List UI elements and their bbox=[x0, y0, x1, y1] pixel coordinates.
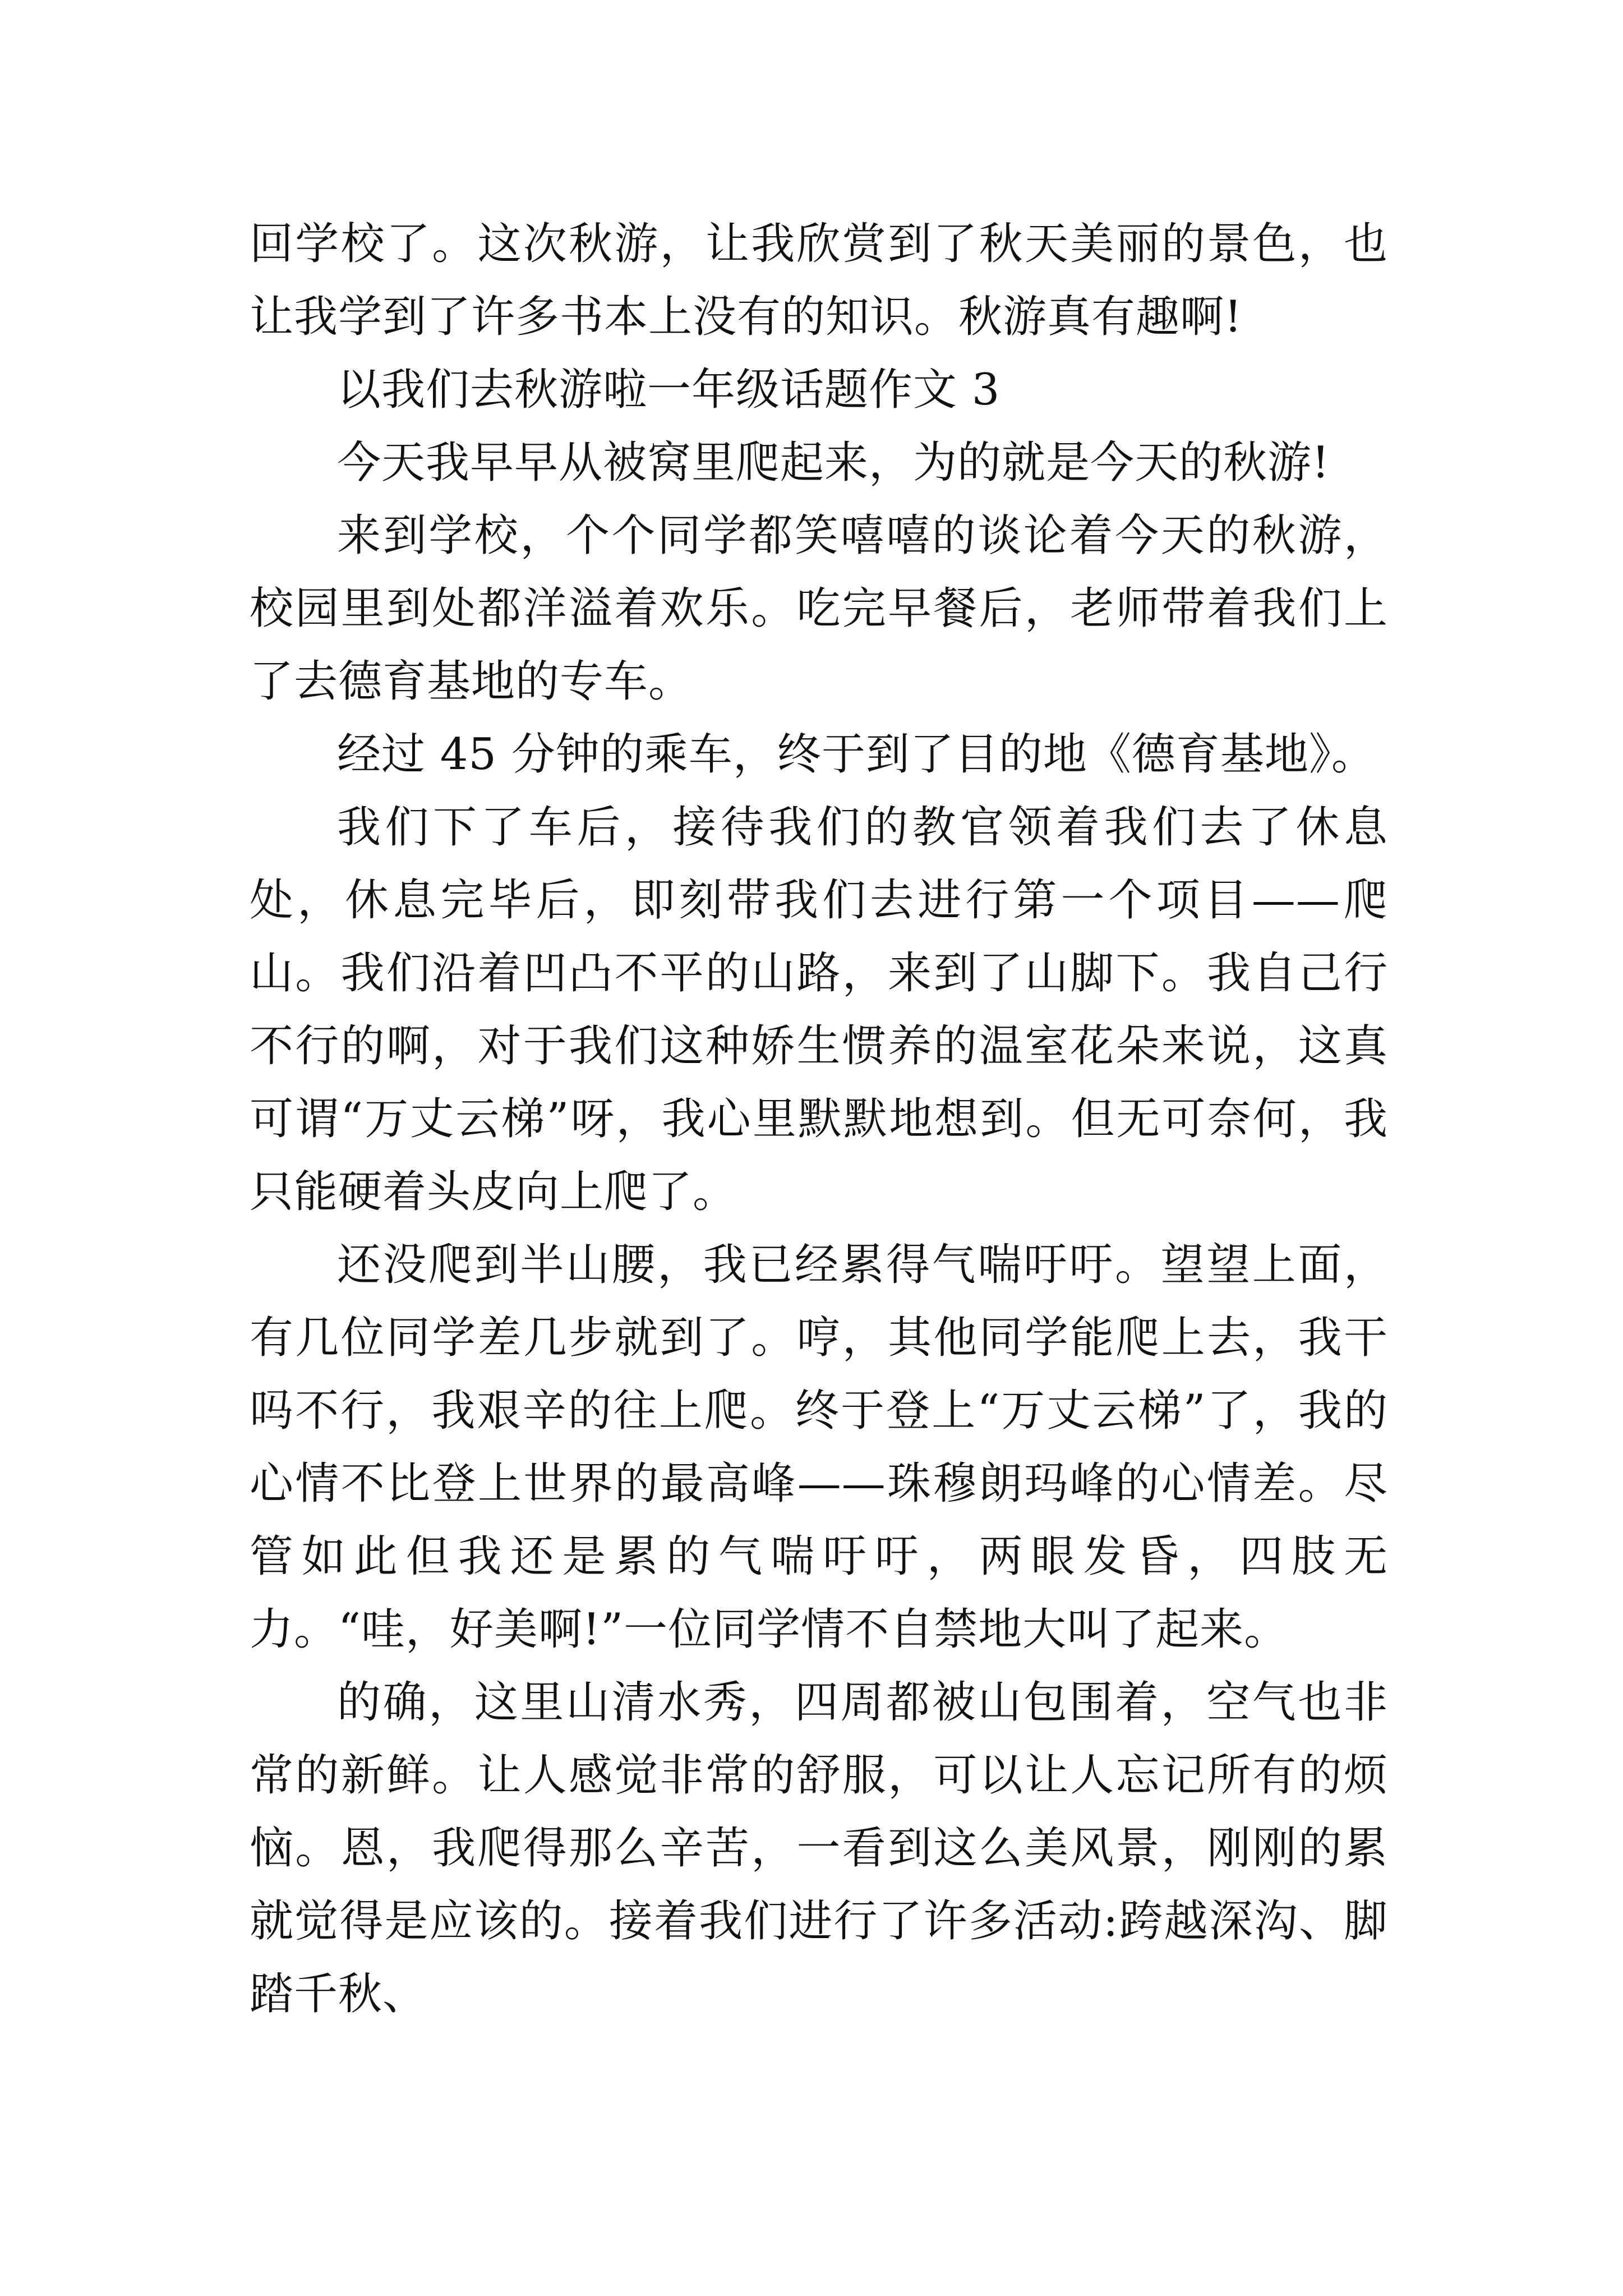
paragraph-climb-start: 我们下了车后，接待我们的教官领着我们去了休息处，休息完毕后，即刻带我们去进行第一个项目——爬山。我们沿着凹凸不平的山路，来到了山脚下。我自己行不行的啊，对于我们这种娇生惯养的温室花朵来说，这真可谓“万丈云梯”呀，我心里默默地想到。但无可奈何，我只能硬着头皮向上爬了。 bbox=[250, 802, 1388, 1217]
paragraph-bus-ride: 经过 45 分钟的乘车，终于到了目的地《德育基地》。 bbox=[337, 729, 1376, 780]
paragraph-morning: 今天我早早从被窝里爬起来，为的就是今天的秋游! bbox=[337, 438, 1330, 488]
paragraph-continued-opening: 回学校了。这次秋游，让我欣赏到了秋天美丽的景色，也让我学到了许多书本上没有的知识。秋游真有趣啊! bbox=[250, 219, 1388, 342]
article-body bbox=[250, 208, 1388, 2031]
essay-heading: 以我们去秋游啦一年级话题作文 3 bbox=[337, 365, 1000, 415]
paragraph-scenery: 的确，这里山清水秀，四周都被山包围着，空气也非常的新鲜。让人感觉非常的舒服，可以让人忘记所有的烦恼。恩，我爬得那么辛苦，一看到这么美风景，刚刚的累就觉得是应该的。接着我们进行了许多活动:跨越深沟、脚踏千秋、 bbox=[250, 1677, 1388, 2019]
paragraph-arrive-school: 来到学校，个个同学都笑嘻嘻的谈论着今天的秋游，校园里到处都洋溢着欢乐。吃完早餐后，老师带着我们上了去德育基地的专车。 bbox=[250, 510, 1388, 707]
paragraph-half-mountain: 还没爬到半山腰，我已经累得气喘吁吁。望望上面，有几位同学差几步就到了。哼，其他同学能爬上去，我干吗不行，我艰辛的往上爬。终于登上“万丈云梯”了，我的心情不比登上世界的最高峰——珠穆朗玛峰的心情差。尽管如此但我还是累的气喘吁吁，两眼发昏，四肢无力。“哇，好美啊!”一位同学情不自禁地大叫了起来。 bbox=[250, 1240, 1388, 1655]
